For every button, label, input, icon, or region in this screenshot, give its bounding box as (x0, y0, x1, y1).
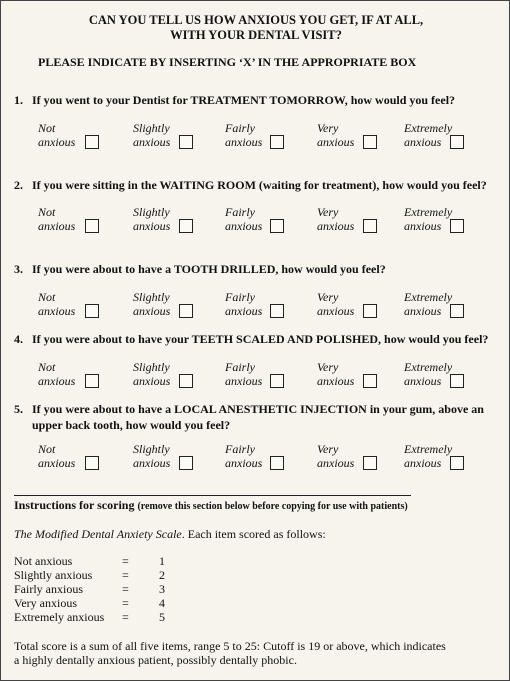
option-label-2: anxious (404, 374, 442, 388)
checkbox-q4-not-anxious[interactable] (85, 374, 99, 388)
scale-name: The Modified Dental Anxiety Scale (14, 527, 182, 541)
score-eq: = (122, 582, 129, 596)
score-label: Extremely anxious (14, 610, 105, 624)
question-number: 4. (14, 332, 23, 346)
option-extremely-anxious (404, 442, 452, 470)
option-label-1: Very (317, 360, 339, 374)
option-fairly-anxious (225, 121, 262, 149)
score-eq: = (122, 610, 129, 624)
option-very-anxious (317, 290, 354, 318)
checkbox-q5-extremely-anxious[interactable] (450, 456, 464, 470)
score-value: 3 (159, 582, 165, 596)
score-value: 5 (159, 610, 165, 624)
score-label: Fairly anxious (14, 582, 83, 596)
option-label-2: anxious (38, 135, 76, 149)
score-table (14, 554, 214, 624)
option-label-1: Extremely (404, 360, 453, 374)
option-label-1: Fairly (225, 360, 255, 374)
checkbox-q5-fairly-anxious[interactable] (270, 456, 284, 470)
scoring-heading (14, 498, 408, 513)
title-line-1: CAN YOU TELL US HOW ANXIOUS YOU GET, IF AT ALL, (88, 13, 424, 27)
score-eq: = (122, 568, 129, 582)
option-label-1: Very (317, 442, 339, 456)
section-divider (14, 495, 411, 496)
checkbox-q2-slightly-anxious[interactable] (179, 219, 193, 233)
score-row (14, 568, 214, 582)
option-label-2: anxious (133, 135, 171, 149)
option-not-anxious (38, 205, 75, 233)
option-label-2: anxious (225, 304, 263, 318)
option-very-anxious (317, 205, 354, 233)
option-label-1: Not (38, 442, 56, 456)
option-label-2: anxious (317, 135, 355, 149)
question-number: 2. (14, 178, 23, 192)
option-fairly-anxious (225, 290, 262, 318)
checkbox-q4-fairly-anxious[interactable] (270, 374, 284, 388)
option-label-2: anxious (404, 135, 442, 149)
option-fairly-anxious (225, 442, 262, 470)
question-text: If you went to your Dentist for TREATMENT TOMORROW, how would you feel? (32, 93, 456, 107)
checkbox-q2-fairly-anxious[interactable] (270, 219, 284, 233)
scoring-heading-text: Instructions for scoring (14, 498, 135, 512)
option-label-1: Slightly (133, 360, 170, 374)
score-label: Very anxious (14, 596, 77, 610)
score-row (14, 582, 214, 596)
option-label-2: anxious (404, 456, 442, 470)
checkbox-q5-slightly-anxious[interactable] (179, 456, 193, 470)
option-label-1: Slightly (133, 442, 170, 456)
checkbox-q1-extremely-anxious[interactable] (450, 135, 464, 149)
option-label-1: Fairly (225, 121, 255, 135)
option-extremely-anxious (404, 205, 452, 233)
option-label-1: Not (38, 360, 56, 374)
question-text: If you were about to have a TOOTH DRILLED, how would you feel? (32, 262, 386, 276)
checkbox-q3-not-anxious[interactable] (85, 304, 99, 318)
checkbox-q3-extremely-anxious[interactable] (450, 304, 464, 318)
option-label-1: Extremely (404, 205, 453, 219)
checkbox-q3-very-anxious[interactable] (363, 304, 377, 318)
option-not-anxious (38, 121, 75, 149)
option-fairly-anxious (225, 360, 262, 388)
checkbox-q4-extremely-anxious[interactable] (450, 374, 464, 388)
checkbox-q2-extremely-anxious[interactable] (450, 219, 464, 233)
option-label-2: anxious (317, 219, 355, 233)
option-very-anxious (317, 121, 354, 149)
answer-scale-2 (1, 205, 510, 237)
score-label: Slightly anxious (14, 568, 93, 582)
score-value: 1 (159, 554, 165, 568)
option-label-2: anxious (38, 304, 76, 318)
score-row (14, 554, 214, 568)
total-line-1: Total score is a sum of all five items, range 5 to 25: Cutoff is 19 or above, which indicates (14, 639, 446, 653)
score-eq: = (122, 596, 129, 610)
option-not-anxious (38, 360, 75, 388)
option-slightly-anxious (133, 121, 170, 149)
checkbox-q4-very-anxious[interactable] (363, 374, 377, 388)
score-value: 4 (159, 596, 165, 610)
option-label-1: Not (38, 205, 56, 219)
question-number: 3. (14, 262, 23, 276)
option-slightly-anxious (133, 360, 170, 388)
option-label-1: Slightly (133, 290, 170, 304)
option-label-2: anxious (38, 219, 76, 233)
option-extremely-anxious (404, 360, 452, 388)
question-2 (14, 177, 504, 193)
option-label-2: anxious (133, 219, 171, 233)
question-4 (14, 331, 504, 347)
question-text: If you were sitting in the WAITING ROOM (waiting for treatment), how would you feel? (32, 178, 487, 192)
checkbox-q1-slightly-anxious[interactable] (179, 135, 193, 149)
option-label-1: Extremely (404, 121, 453, 135)
option-label-2: anxious (133, 456, 171, 470)
question-text: If you were about to have a LOCAL ANESTHETIC INJECTION in your gum, above an upper back tooth, how would you feel? (32, 402, 484, 432)
checkbox-q3-slightly-anxious[interactable] (179, 304, 193, 318)
total-score-note (14, 639, 504, 667)
option-very-anxious (317, 360, 354, 388)
option-label-2: anxious (38, 456, 76, 470)
option-label-2: anxious (225, 135, 263, 149)
answer-scale-1 (1, 121, 510, 153)
answer-scale-4 (1, 360, 510, 392)
option-extremely-anxious (404, 121, 452, 149)
total-line-2: a highly dentally anxious patient, possibly dentally phobic. (14, 653, 297, 667)
option-label-1: Slightly (133, 205, 170, 219)
checkbox-q1-fairly-anxious[interactable] (270, 135, 284, 149)
option-label-2: anxious (38, 374, 76, 388)
checkbox-q5-very-anxious[interactable] (363, 456, 377, 470)
question-3 (14, 261, 504, 277)
checkbox-q2-very-anxious[interactable] (363, 219, 377, 233)
option-label-2: anxious (225, 456, 263, 470)
option-label-1: Very (317, 205, 339, 219)
option-label-1: Fairly (225, 290, 255, 304)
option-label-2: anxious (404, 219, 442, 233)
option-label-2: anxious (133, 304, 171, 318)
question-1 (14, 92, 504, 108)
checkbox-q1-very-anxious[interactable] (363, 135, 377, 149)
checkbox-q4-slightly-anxious[interactable] (179, 374, 193, 388)
option-label-2: anxious (404, 304, 442, 318)
checkbox-q3-fairly-anxious[interactable] (270, 304, 284, 318)
option-label-1: Not (38, 121, 56, 135)
option-label-2: anxious (133, 374, 171, 388)
question-number: 5. (14, 402, 23, 416)
checkbox-q1-not-anxious[interactable] (85, 135, 99, 149)
option-label-1: Very (317, 290, 339, 304)
question-5 (14, 401, 504, 433)
option-slightly-anxious (133, 442, 170, 470)
option-label-2: anxious (317, 456, 355, 470)
option-label-1: Fairly (225, 442, 255, 456)
question-text: If you were about to have your TEETH SCALED AND POLISHED, how would you feel? (32, 332, 489, 346)
option-slightly-anxious (133, 290, 170, 318)
score-value: 2 (159, 568, 165, 582)
option-label-1: Not (38, 290, 56, 304)
scale-desc: . Each item scored as follows: (181, 527, 326, 541)
option-fairly-anxious (225, 205, 262, 233)
scoring-heading-note: (remove this section below before copying for use with patients) (137, 501, 408, 512)
checkbox-q5-not-anxious[interactable] (85, 456, 99, 470)
answer-scale-3 (1, 290, 510, 322)
instruction-text: PLEASE INDICATE BY INSERTING ‘X’ IN THE APPROPRIATE BOX (38, 55, 417, 69)
answer-scale-5 (1, 442, 510, 474)
option-label-2: anxious (225, 219, 263, 233)
option-slightly-anxious (133, 205, 170, 233)
option-label-1: Fairly (225, 205, 255, 219)
option-very-anxious (317, 442, 354, 470)
option-label-2: anxious (317, 304, 355, 318)
title-line-2: WITH YOUR DENTAL VISIT? (170, 28, 342, 42)
option-label-2: anxious (225, 374, 263, 388)
scale-description (14, 527, 326, 542)
option-label-1: Extremely (404, 442, 453, 456)
option-label-2: anxious (317, 374, 355, 388)
checkbox-q2-not-anxious[interactable] (85, 219, 99, 233)
score-row (14, 596, 214, 610)
option-not-anxious (38, 290, 75, 318)
option-label-1: Very (317, 121, 339, 135)
score-row (14, 610, 214, 624)
option-label-1: Slightly (133, 121, 170, 135)
option-extremely-anxious (404, 290, 452, 318)
score-label: Not anxious (14, 554, 73, 568)
question-number: 1. (14, 93, 23, 107)
score-eq: = (122, 554, 129, 568)
option-label-1: Extremely (404, 290, 453, 304)
option-not-anxious (38, 442, 75, 470)
